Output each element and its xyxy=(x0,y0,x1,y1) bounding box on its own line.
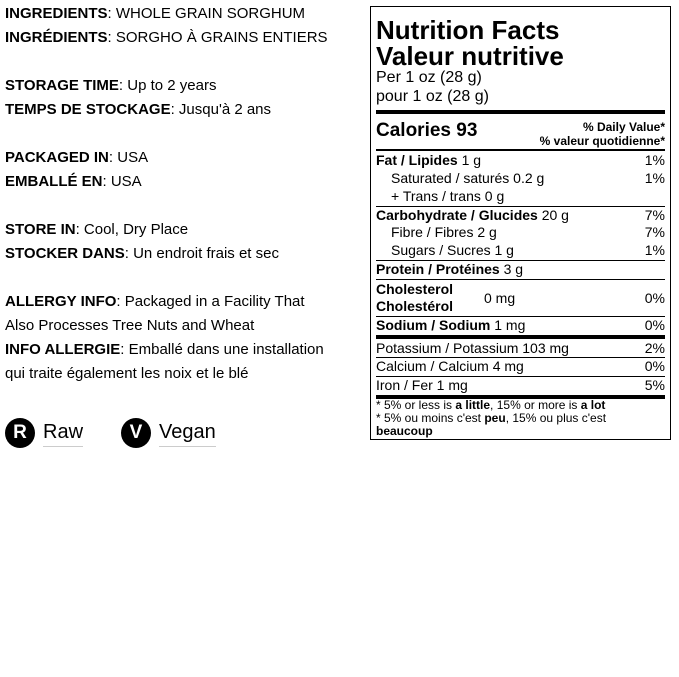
storage-en: STORAGE TIME: Up to 2 years xyxy=(5,77,217,94)
vegan-label: Vegan xyxy=(159,420,216,447)
calories: Calories 93 xyxy=(376,120,478,141)
footnote-fr: * 5% ou moins c'est peu, 15% ou plus c'est beaucoup xyxy=(376,411,607,438)
diet-badges xyxy=(5,418,365,452)
packaged-en: PACKAGED IN: USA xyxy=(5,149,149,166)
allergy-en: ALLERGY INFO: Packaged in a Facility That xyxy=(5,293,305,310)
storage-fr: TEMPS DE STOCKAGE: Jusqu'à 2 ans xyxy=(5,101,272,118)
serving-fr: pour 1 oz (28 g) xyxy=(376,88,489,105)
ingredients-en: INGREDIENTS: WHOLE GRAIN SORGHUM xyxy=(5,5,306,22)
vegan-badge xyxy=(121,418,216,448)
allergy-en-cont: Also Processes Tree Nuts and Wheat xyxy=(5,317,255,334)
store-fr: STOCKER DANS: Un endroit frais et sec xyxy=(5,245,279,262)
vegan-icon: V xyxy=(121,418,151,448)
potassium-row: Potassium / Potassium 103 mg 2% xyxy=(376,340,665,356)
iron-row: Iron / Fer 1 mg 5% xyxy=(376,377,665,393)
footnote-en: * 5% or less is a little, 15% or more is a lot xyxy=(376,398,606,412)
calcium-row: Calcium / Calcium 4 mg 0% xyxy=(376,358,665,374)
nutrition-title-en: Nutrition Facts xyxy=(376,15,560,45)
carbohydrate-row: Carbohydrate / Glucides 20 g 7% xyxy=(376,207,665,223)
serving-en: Per 1 oz (28 g) xyxy=(376,69,482,86)
daily-value-en: % Daily Value* xyxy=(582,120,665,134)
store-en: STORE IN: Cool, Dry Place xyxy=(5,221,189,238)
fat-row: Fat / Lipides 1 g 1% xyxy=(376,152,665,168)
allergy-fr: INFO ALLERGIE: Emballé dans une installation xyxy=(5,341,324,358)
thick-rule xyxy=(376,110,665,114)
rule-sodium xyxy=(376,335,665,339)
sugars-row: Sugars / Sucres 1 g 1% xyxy=(391,242,665,258)
daily-value-fr: % valeur quotidienne* xyxy=(539,134,665,148)
packaged-fr: EMBALLÉ EN: USA xyxy=(5,173,142,190)
fibre-row: Fibre / Fibres 2 g 7% xyxy=(391,224,665,240)
cholesterol-row: Cholesterol Cholestérol 0 mg 0% xyxy=(376,281,665,314)
raw-badge xyxy=(5,418,83,448)
nutrition-facts-table xyxy=(370,6,671,440)
allergy-fr-cont: qui traite également les noix et le blé xyxy=(5,365,249,382)
protein-row: Protein / Protéines 3 g xyxy=(376,261,524,277)
raw-label: Raw xyxy=(43,420,83,447)
sodium-row: Sodium / Sodium 1 mg 0% xyxy=(376,317,665,333)
trans-row: + Trans / trans 0 g xyxy=(391,188,505,204)
ingredients-fr: INGRÉDIENTS: SORGHO À GRAINS ENTIERS xyxy=(5,29,328,46)
nutrition-title-fr: Valeur nutritive xyxy=(376,41,564,71)
raw-icon: R xyxy=(5,418,35,448)
saturated-row: Saturated / saturés 0.2 g 1% xyxy=(391,170,665,186)
rule-protein xyxy=(376,279,665,280)
medium-rule xyxy=(376,149,665,151)
